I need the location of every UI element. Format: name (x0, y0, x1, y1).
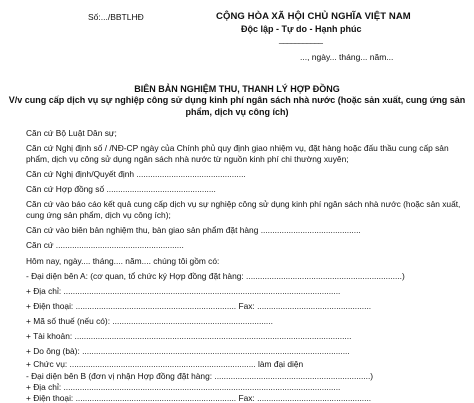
document-subtitle-line-1: V/v cung cấp dịch vụ sự nghiệp công sử dụng kinh phí ngân sách nhà nước (hoặc sản xuất, cung ứng sản (8, 95, 466, 105)
body-line: + Địa chỉ: ....................................................................................................................... (26, 286, 341, 296)
body-line: Căn cứ vào biên bản nghiệm thu, bàn giao sản phẩm đặt hàng ........................................... (26, 225, 361, 235)
body-line: + Điện thoại: ..................................................................... Fax: ................................................. (26, 393, 372, 403)
body-line: + Chức vụ: ................................................................................ làm đại diện (26, 359, 304, 369)
body-line: Hôm nay, ngày.... tháng.... năm.... chúng tôi gồm có: (26, 256, 220, 266)
body-line: + Do ông (bà): ................................................................................................................... (26, 346, 350, 356)
body-line: - Đại diện bên B (đơn vị nhận Hợp đồng đặt hàng: ...................................................................) (26, 371, 374, 381)
national-motto: Độc lập - Tự do - Hạnh phúc (241, 24, 362, 34)
body-line: - Đại diện bên A: (cơ quan, tổ chức ký Hợp đồng đặt hàng: ...................................................................) (26, 271, 405, 281)
body-line: Căn cứ vào báo cáo kết quả cung cấp dịch vụ sự nghiệp công sử dụng kinh phí ngân sách nhà nước (hoặc sản xuất, (26, 199, 461, 209)
date-line: ..., ngày... tháng... năm... (300, 52, 394, 62)
motto-underline: ___________ (279, 35, 323, 44)
body-line: Căn cứ Nghị định số / /NĐ-CP ngày của Chính phủ quy định giao nhiệm vụ, đặt hàng hoặc đấu thầu cung cấp sản (26, 143, 449, 153)
body-line: Căn cứ ....................................................... (26, 240, 184, 250)
body-line: + Tài khoản: ....................................................................................................................... (26, 331, 352, 341)
document-title: BIÊN BẢN NGHIỆM THU, THANH LÝ HỢP ĐỒNG (134, 84, 340, 94)
body-line: phẩm, dịch vụ công sử dụng ngân sách nhà nước từ nguồn kinh phí chi thường xuyên; (26, 154, 349, 164)
national-title: CỘNG HÒA XÃ HỘI CHỦ NGHĨA VIỆT NAM (216, 11, 411, 22)
body-line: + Mã số thuế (nếu có): ..................................................................... (26, 316, 273, 326)
body-line: cung ứng sản phẩm, dịch vụ công ích); (26, 210, 171, 220)
body-line: Căn cứ Nghị định/Quyết định ............................................... (26, 169, 246, 179)
body-line: + Điện thoại: ..................................................................... Fax: ................................................. (26, 301, 372, 311)
body-line: Căn cứ Bộ Luật Dân sự; (26, 128, 117, 138)
document-number: Số:.../BBTLHĐ (88, 12, 144, 22)
document-subtitle-line-2: phẩm, dịch vụ công ích) (185, 107, 289, 117)
body-line: Căn cứ Hợp đồng số ............................................... (26, 184, 216, 194)
body-line: + Địa chỉ: ....................................................................................................................... (26, 382, 341, 392)
